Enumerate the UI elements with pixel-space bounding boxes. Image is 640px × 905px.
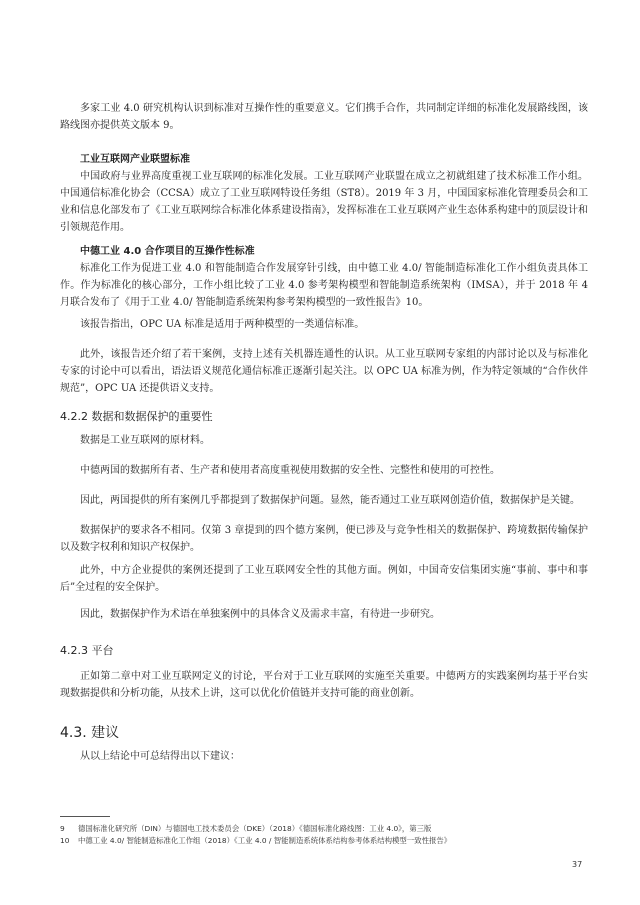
paragraph-security: 此外，中方企业提供的案例还提到了工业互联网安全性的其他方面。例如，中国奇安信集团实施“事前、事中和事后”全过程的安全保护。 bbox=[60, 565, 588, 593]
heading-iia-standards: 工业互联网产业联盟标准 bbox=[80, 154, 190, 165]
heading-coop-standards: 中德工业 4.0 合作项目的互操作性标准 bbox=[80, 246, 255, 257]
footnote-9 bbox=[60, 824, 431, 834]
footnote-divider bbox=[60, 816, 110, 817]
footnote-10 bbox=[60, 836, 451, 846]
paragraph-opc-ua: 该报告指出，OPC UA 标准是适用于两种模型的一类通信标准。 bbox=[80, 319, 365, 330]
paragraph-raw-material: 数据是工业互联网的原材料。 bbox=[80, 435, 210, 446]
footnote-number: 10 bbox=[60, 836, 70, 845]
paragraph-data-owners: 中德两国的数据所有者、生产者和使用者高度重视使用数据的安全性、完整性和使用的可控性。 bbox=[80, 465, 500, 476]
paragraph-roadmap: 多家工业 4.0 研究机构认识到标准对互操作性的重要意义。它们携手合作，共同制定详细的标准化发展路线图，该路线图亦提供英文版本 9。 bbox=[60, 103, 588, 131]
page-number: 37 bbox=[572, 860, 583, 869]
paragraph-cases: 此外，该报告还介绍了若干案例，支持上述有关机器连通性的认识。从工业互联网专家组的内部讨论以及与标准化专家的讨论中可以看出，语法语义规范化通信标准正逐渐引起关注。以 OPC UA 标准为例，作为特定领域的“合作伙伴规范”，OPC UA 还提供语义支持。 bbox=[60, 349, 588, 394]
paragraph-working-group: 标准化工作为促进工业 4.0 和智能制造合作发展穿针引线，由中德工业 4.0/ 智能制造标准化工作小组负责具体工作。作为标准化的核心部分，工作小组比较了工业 4.0 参考架构模型和智能制造系统架构（IMSA），并于 2018 年 4 月联合发布了《用于工业 4.0/ 智能制造系统架构参考架构模型的一致性报告》10。 bbox=[60, 263, 588, 308]
paragraph-platform: 正如第二章中对工业互联网定义的讨论，平台对于工业互联网的实施至关重要。中德两方的实践案例均基于平台实现数据提供和分析功能，从技术上讲，这可以优化价值链并支持可能的商业创新。 bbox=[60, 671, 588, 699]
paragraph-recommendations: 从以上结论中可总结得出以下建议： bbox=[80, 751, 240, 762]
heading-4-3: 4.3. 建议 bbox=[60, 725, 120, 741]
paragraph-data-protection: 因此，两国提供的所有案例几乎都提到了数据保护问题。显然，能否通过工业互联网创造价值，数据保护是关键。 bbox=[80, 495, 580, 506]
heading-4-2-3: 4.2.3 平台 bbox=[60, 644, 114, 657]
footnote-text: 德国标准化研究所（DIN）与德国电工技术委员会（DKE）（2018）《德国标准化路线图：工业 4.0》，第三版 bbox=[78, 824, 432, 833]
heading-4-2-2: 4.2.2 数据和数据保护的重要性 bbox=[60, 410, 213, 423]
paragraph-china-standards: 中国政府与业界高度重视工业互联网的标准化发展。工业互联网产业联盟在成立之初就组建了技术标准工作小组。中国通信标准化协会（CCSA）成立了工业互联网特设任务组（ST8）。2019 年 3 月，中国国家标准化管理委员会和工业和信息化部发布了《工业互联网综合标准化体系建设指南》，发挥标准在工业互联网产业生态体系构建中的顶层设计和引领规范作用。 bbox=[60, 171, 588, 233]
footnote-number: 9 bbox=[60, 824, 65, 833]
paragraph-requirements: 数据保护的要求各不相同。仅第 3 章提到的四个德方案例，便已涉及与竞争性相关的数据保护、跨境数据传输保护以及数字权利和知识产权保护。 bbox=[60, 525, 588, 553]
footnote-text: 中德工业 4.0/ 智能制造标准化工作组（2018）《工业 4.0 / 智能制造系统体系结构参考体系结构模型一致性报告》 bbox=[78, 836, 452, 845]
paragraph-further-research: 因此，数据保护作为术语在单独案例中的具体含义及需求丰富，有待进一步研究。 bbox=[80, 609, 440, 620]
